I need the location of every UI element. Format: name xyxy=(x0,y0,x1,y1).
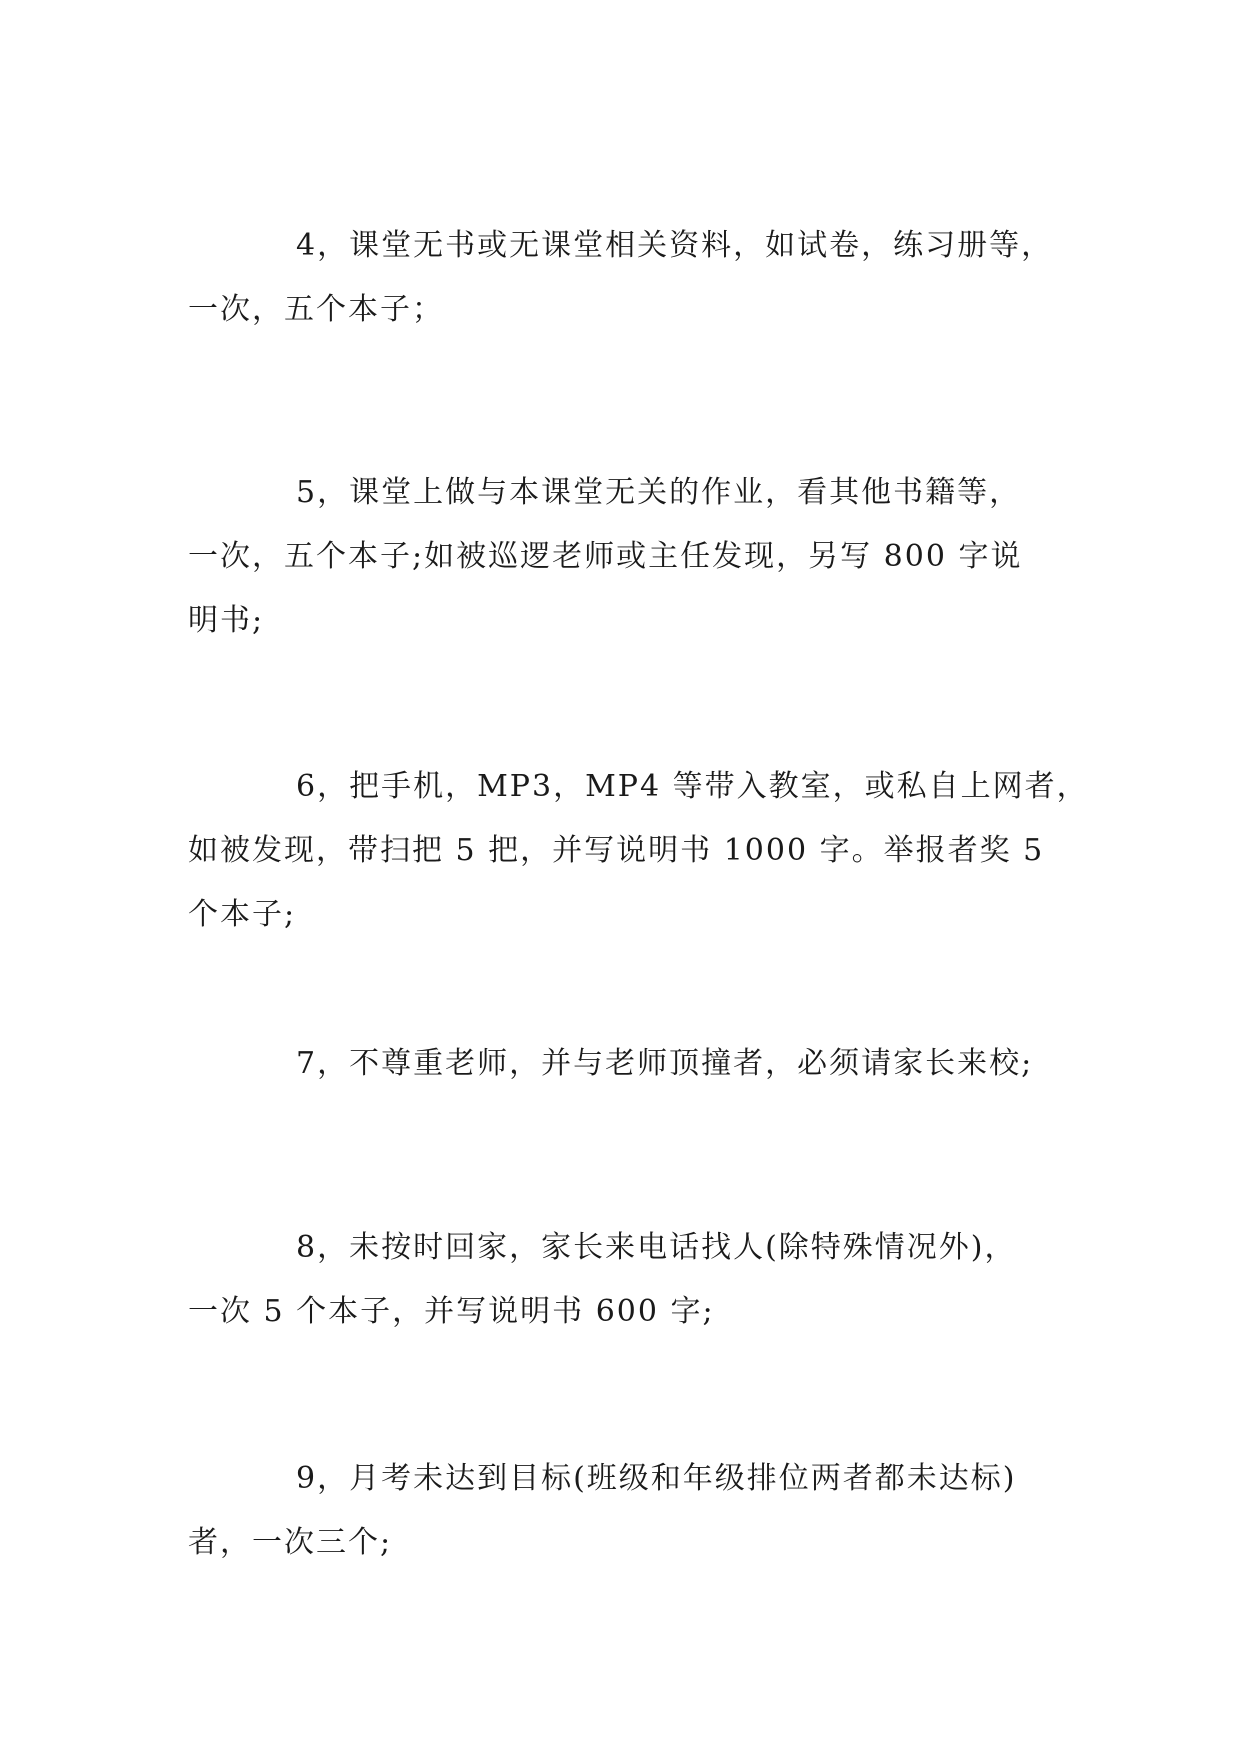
paragraph-line: 一次 5 个本子，并写说明书 600 字; xyxy=(188,1294,715,1329)
paragraph-line: 4，课堂无书或无课堂相关资料，如试卷，练习册等， xyxy=(296,228,1054,263)
rule-paragraph-6 xyxy=(188,755,1089,947)
rule-paragraph-5 xyxy=(188,461,1078,653)
paragraph-line: 5，课堂上做与本课堂无关的作业，看其他书籍等， xyxy=(296,475,1022,510)
paragraph-line: 6，把手机，MP3，MP4 等带入教室，或私自上网者， xyxy=(296,769,1089,804)
rule-paragraph-8 xyxy=(188,1216,1078,1344)
paragraph-line: 个本子; xyxy=(188,897,297,932)
rule-paragraph-4 xyxy=(188,214,1078,342)
paragraph-line: 如被发现，带扫把 5 把，并写说明书 1000 字。举报者奖 5 xyxy=(188,833,1045,868)
paragraph-line: 8，未按时回家，家长来电话找人(除特殊情况外)， xyxy=(296,1230,1017,1265)
paragraph-line: 9，月考未达到目标(班级和年级排位两者都未达标) xyxy=(296,1461,1017,1496)
paragraph-line: 明书; xyxy=(188,603,265,638)
rule-paragraph-9 xyxy=(188,1447,1078,1575)
rule-paragraph-7 xyxy=(188,1032,1078,1096)
paragraph-line: 者，一次三个; xyxy=(188,1525,393,1560)
paragraph-line: 一次，五个本子;如被巡逻老师或主任发现，另写 800 字说 xyxy=(188,539,1023,574)
paragraph-line: 7，不尊重老师，并与老师顶撞者，必须请家长来校; xyxy=(296,1046,1034,1081)
paragraph-line: 一次，五个本子； xyxy=(188,292,444,327)
